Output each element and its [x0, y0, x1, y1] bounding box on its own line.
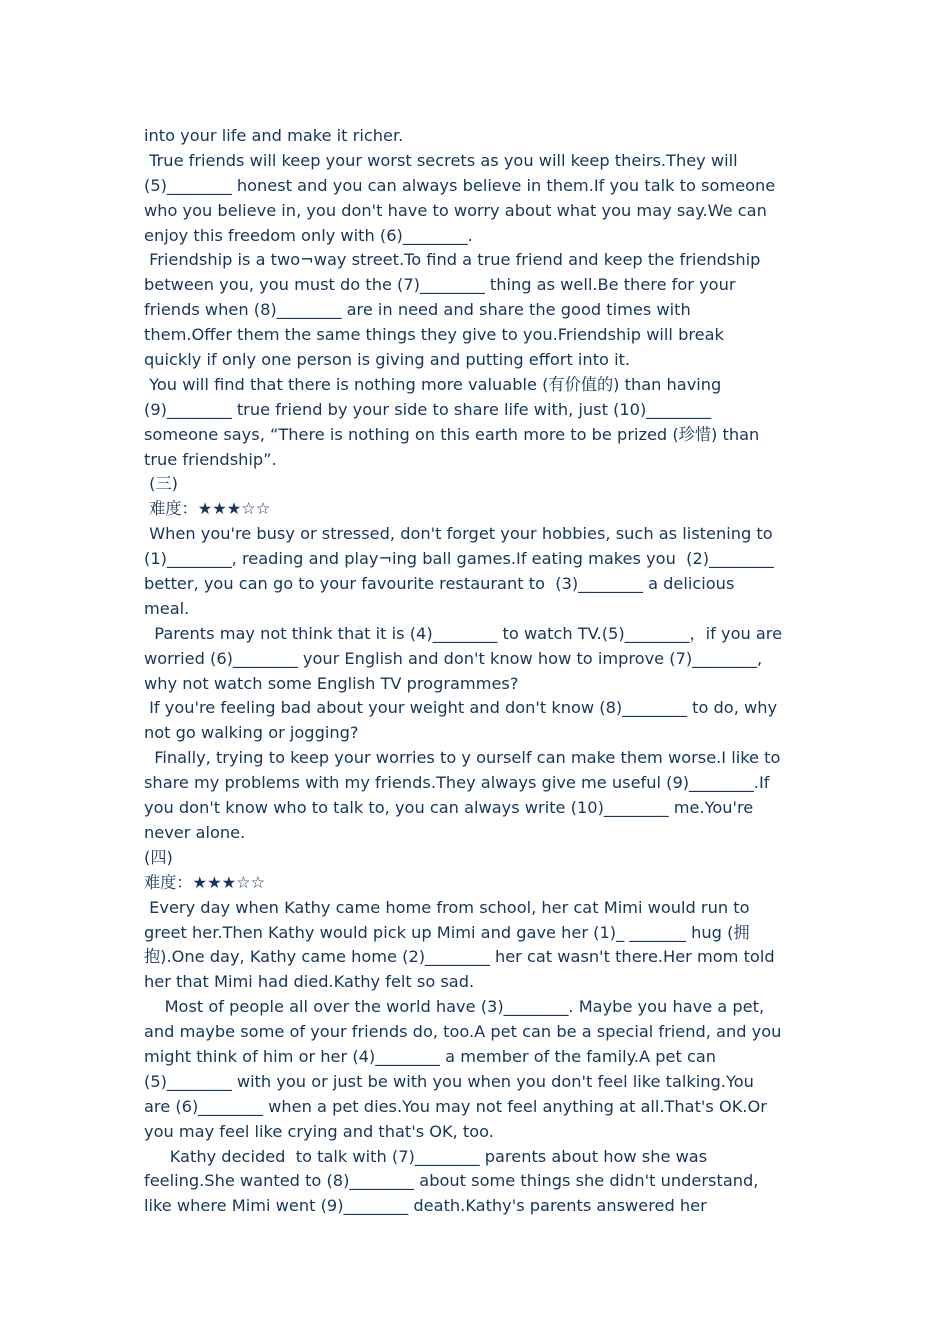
text-line: meal. [144, 598, 190, 618]
text-line: between you, you must do the (7)________ thing as well.Be there for your [144, 275, 736, 295]
text-line: not go walking or jogging? [144, 723, 359, 743]
text-line: Every day when Kathy came home from school, her cat Mimi would run to [144, 897, 750, 917]
text-line: you don't know who to talk to, you can always write (10)________ me.You're [144, 798, 754, 818]
text-line: like where Mimi went (9)________ death.Kathy's parents answered her [144, 1196, 707, 1216]
text-line: might think of him or her (4)________ a member of the family.A pet can [144, 1046, 717, 1066]
text-line: are (6)________ when a pet dies.You may not feel anything at all.That's OK.Or [144, 1096, 767, 1116]
text-line: feeling.She wanted to (8)________ about some things she didn't understand, [144, 1171, 759, 1191]
text-line: 抱).One day, Kathy came home (2)________ her cat wasn't there.Her mom told [144, 947, 775, 967]
text-line: her that Mimi had died.Kathy felt so sad. [144, 972, 475, 992]
document-page [144, 124, 824, 1219]
text-line: quickly if only one person is giving and putting effort into it. [144, 350, 631, 370]
text-line: why not watch some English TV programmes? [144, 673, 519, 693]
text-line: who you believe in, you don't have to worry about what you may say.We can [144, 200, 767, 220]
text-line: friends when (8)________ are in need and share the good times with [144, 300, 691, 320]
text-line: better, you can go to your favourite restaurant to (3)________ a delicious [144, 574, 735, 594]
text-line: You will find that there is nothing more valuable (有价值的) than having [144, 374, 722, 394]
text-line: true friendship”. [144, 449, 277, 469]
text-line: (1)________, reading and play¬ing ball games.If eating makes you (2)________ [144, 549, 774, 569]
text-line: someone says, “There is nothing on this earth more to be prized (珍惜) than [144, 424, 760, 444]
text-line: (四) [144, 847, 173, 867]
text-line: True friends will keep your worst secrets as you will keep theirs.They will [144, 150, 738, 170]
text-line: into your life and make it richer. [144, 126, 404, 145]
text-line: Parents may not think that it is (4)________ to watch TV.(5)________，if you are [144, 623, 783, 643]
text-line: When you're busy or stressed, don't forget your hobbies, such as listening to [144, 524, 773, 544]
text-line: 难度：★★★☆☆ [144, 872, 266, 892]
text-line: never alone. [144, 822, 246, 842]
text-line: If you're feeling bad about your weight and don't know (8)________ to do, why [144, 698, 778, 718]
text-line: (5)________ with you or just be with you when you don't feel like talking.You [144, 1071, 754, 1091]
text-line: share my problems with my friends.They always give me useful (9)________.If [144, 773, 770, 793]
text-line: worried (6)________ your English and don't know how to improve (7)________, [144, 648, 763, 668]
text-line: you may feel like crying and that's OK, too. [144, 1121, 494, 1141]
text-line: 难度：★★★☆☆ [144, 499, 271, 519]
text-line: greet her.Then Kathy would pick up Mimi and gave her (1)_ _______ hug (拥 [144, 922, 750, 942]
text-line: (9)________ true friend by your side to share life with, just (10)________ [144, 399, 712, 419]
text-line: them.Offer them the same things they give to you.Friendship will break [144, 325, 724, 345]
text-line: and maybe some of your friends do, too.A pet can be a special friend, and you [144, 1022, 782, 1042]
text-line: (5)________ honest and you can always believe in them.If you talk to someone [144, 175, 776, 195]
text-line: Friendship is a two¬way street.To find a true friend and keep the friendship [144, 250, 761, 270]
text-line: enjoy this freedom only with (6)________. [144, 225, 473, 245]
text-line: Kathy decided to talk with (7)________ parents about how she was [144, 1146, 708, 1166]
text-line: Most of people all over the world have (3)________. Maybe you have a pet, [144, 997, 765, 1017]
text-line: (三) [144, 474, 178, 494]
text-line: Finally, trying to keep your worries to y ourself can make them worse.I like to [144, 748, 781, 768]
